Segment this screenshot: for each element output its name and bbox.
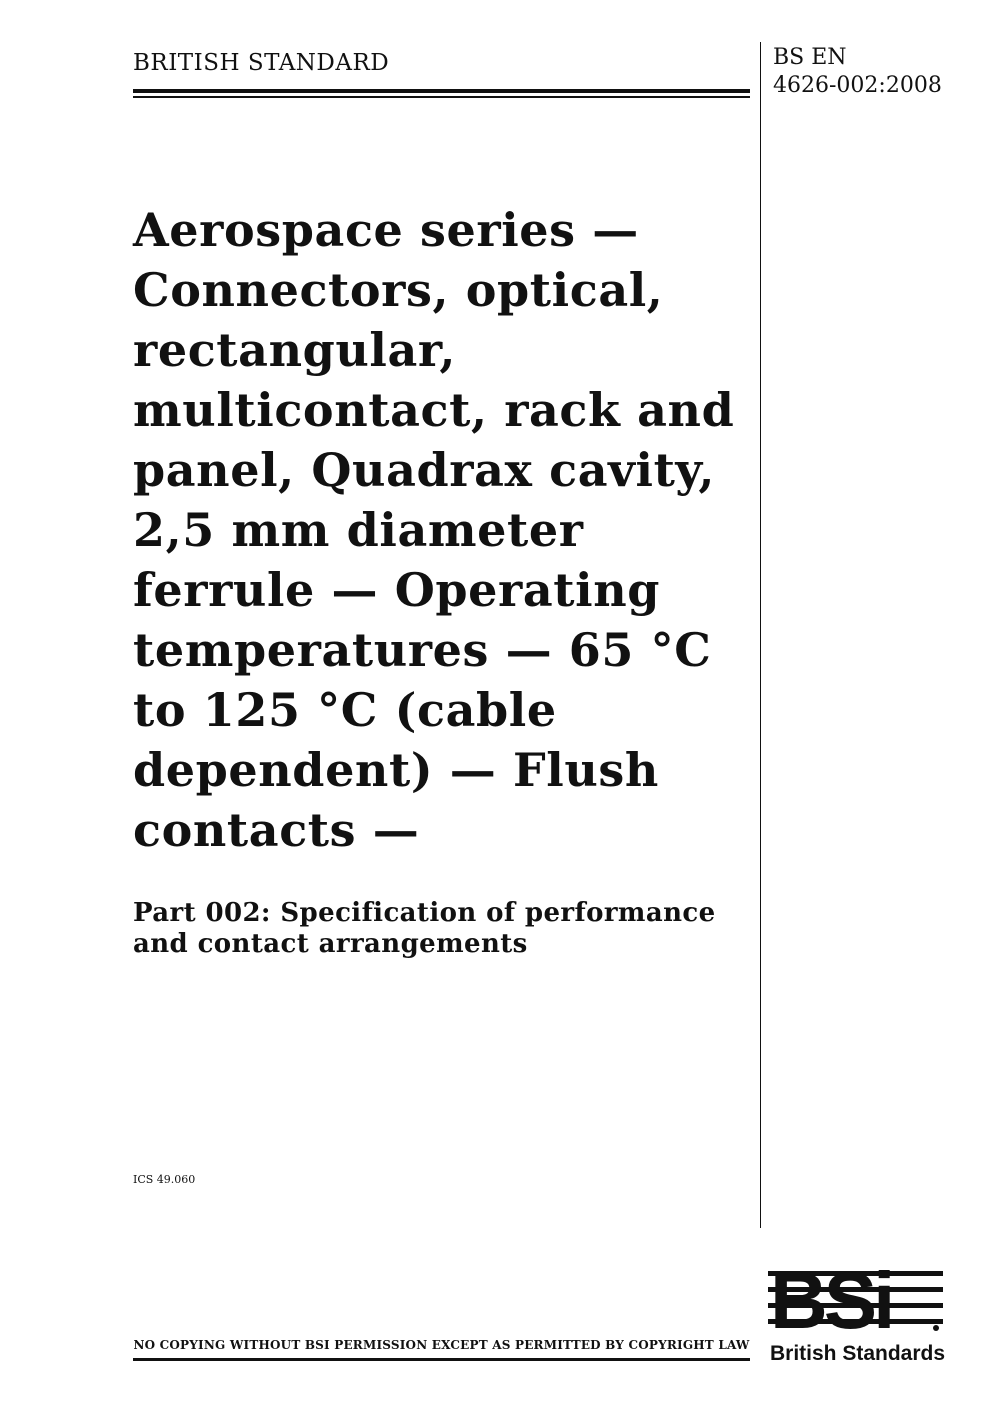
copyright-notice: NO COPYING WITHOUT BSI PERMISSION EXCEPT AS PERMITTED BY COPYRIGHT LAW xyxy=(133,1338,750,1352)
document-subtitle: Part 002: Specification of performance and contact arrangements xyxy=(133,898,716,959)
standard-number xyxy=(773,44,942,100)
header-rule-thin xyxy=(133,96,750,98)
ics-code: ICS 49.060 xyxy=(133,1173,196,1186)
logo-wordmark: BSi xyxy=(770,1262,892,1332)
header-label: BRITISH STANDARD xyxy=(133,50,390,76)
footer-rule xyxy=(133,1358,750,1361)
document-title: Aerospace series — Connectors, optical, rectangular, multicontact, rack and panel, Quadrax cavity, 2,5 mm diameter ferrule — Operating temperatures — 65 °C to 125 °C (cable dependent) — Flush contacts — xyxy=(133,203,735,857)
vertical-divider xyxy=(760,42,761,1228)
standard-number-line-1: BS EN xyxy=(773,45,847,70)
header-rule-thick xyxy=(133,89,750,93)
logo-caption: British Standards xyxy=(770,1342,946,1365)
bsi-logo xyxy=(768,1262,943,1332)
standard-number-line-2: 4626-002:2008 xyxy=(773,73,942,98)
